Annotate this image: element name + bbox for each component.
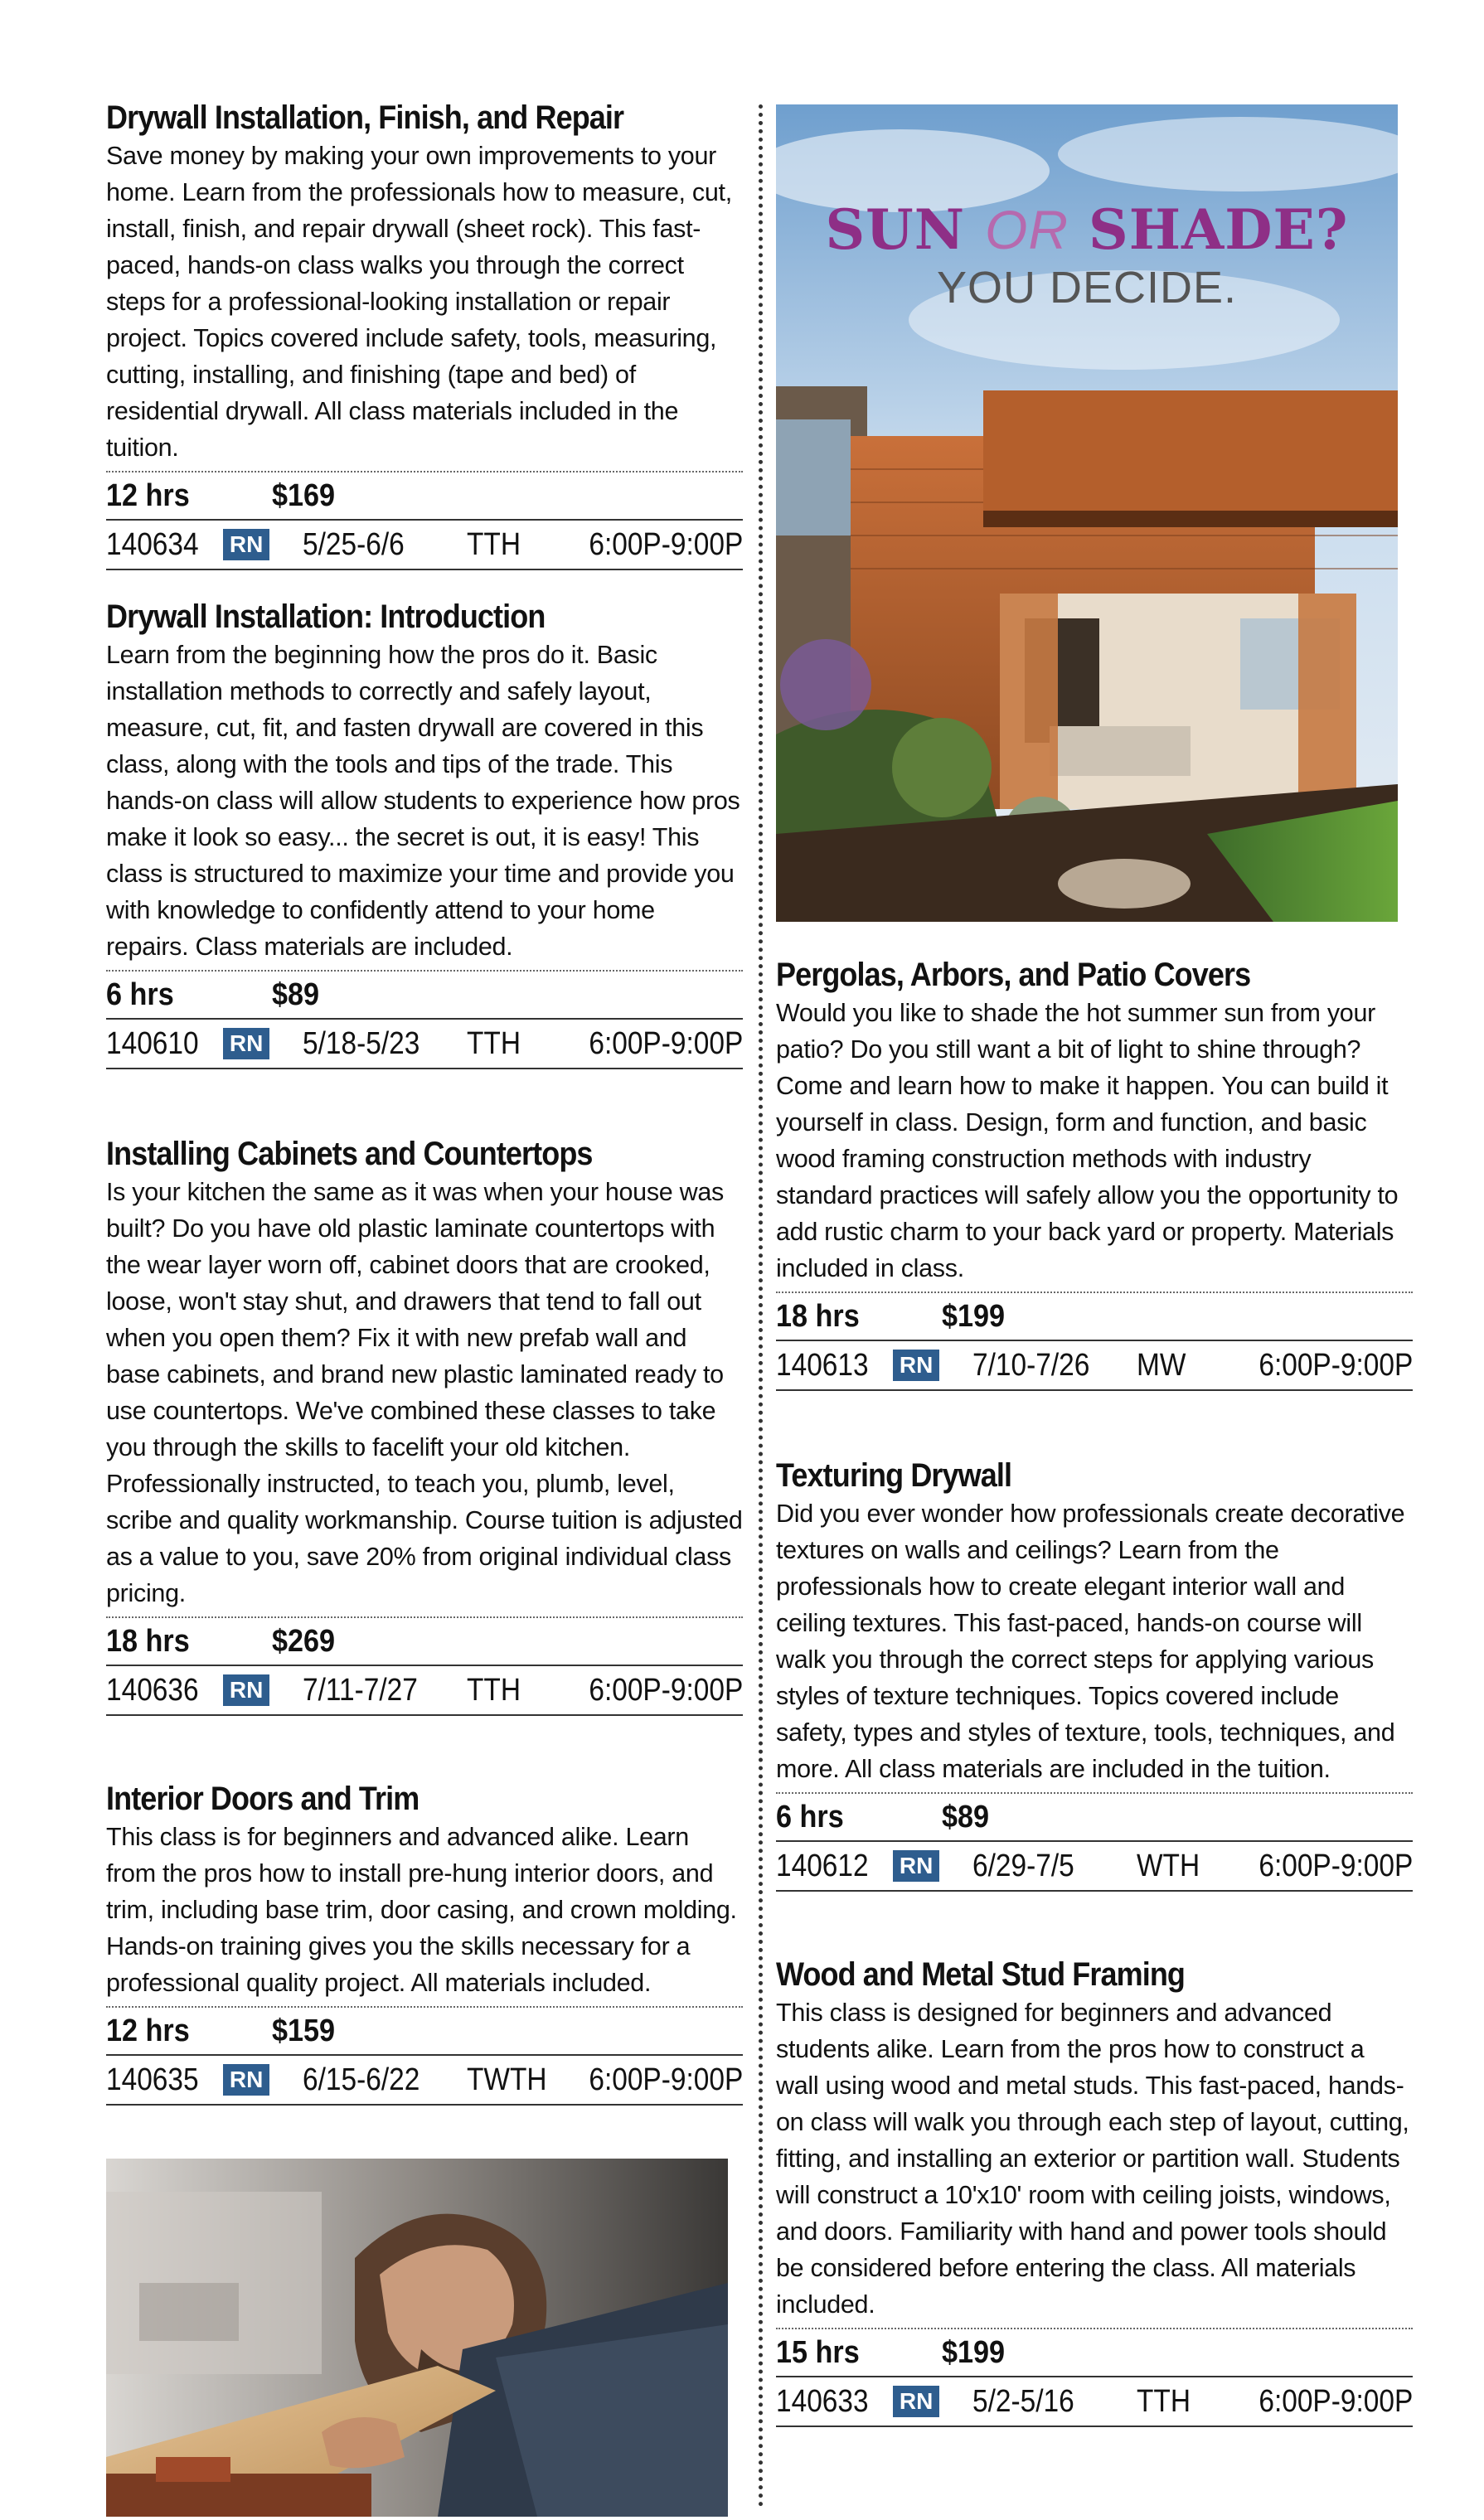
course-code: 140634 xyxy=(106,526,199,562)
course-dates: 7/10-7/26 xyxy=(972,1347,1090,1383)
course-code: 140612 xyxy=(776,1848,869,1883)
course-code: 140610 xyxy=(106,1025,199,1061)
course-meta xyxy=(106,2006,743,2106)
course-days: WTH xyxy=(1136,1848,1200,1883)
course-hours: 12 hrs xyxy=(106,2013,190,2048)
course-dates: 5/2-5/16 xyxy=(972,2383,1075,2419)
course-dates: 6/29-7/5 xyxy=(972,1848,1075,1883)
course-drywall-finish-repair xyxy=(106,98,743,570)
course-dates: 6/15-6/22 xyxy=(303,2062,420,2097)
course-meta xyxy=(106,471,743,570)
course-time: 6:00P-9:00P xyxy=(1258,1848,1413,1883)
column-divider xyxy=(759,104,763,2508)
course-cabinets-countertops xyxy=(106,1134,743,1716)
promo-headline-shade: SHADE? xyxy=(1089,197,1349,262)
rn-badge: RN xyxy=(223,1028,269,1059)
course-hours: 15 hrs xyxy=(776,2334,860,2370)
course-meta xyxy=(776,1292,1413,1391)
course-price: $269 xyxy=(272,1623,336,1659)
rn-badge: RN xyxy=(223,2064,269,2096)
course-description: Is your kitchen the same as it was when your house was built? Do you have old plastic laminate countertops with the wear layer worn off, cabinet doors that are crooked, loose, won't stay shut, and drawers that tend to fall out when you open them? Fix it with new prefab wall and base cabinets, and brand new plastic laminated ready to use countertops. We've combined these classes to take you through the skills to facelift your old kitchen. Professionally instructed, to teach you, plumb, level, scribe and quality workmanship. Course tuition is adjusted as a value to you, save 20% from original individual class pricing. xyxy=(106,1178,743,1607)
promo-subline: YOU DECIDE. xyxy=(936,263,1238,313)
course-title: Drywall Installation: Introduction xyxy=(106,598,546,635)
rn-badge: RN xyxy=(223,1674,269,1706)
course-price: $199 xyxy=(942,2334,1006,2370)
course-days: MW xyxy=(1136,1347,1186,1383)
course-hours: 18 hrs xyxy=(106,1623,190,1659)
course-dates: 5/25-6/6 xyxy=(303,526,405,562)
course-description: Save money by making your own improvements to your home. Learn from the professionals how to measure, cut, install, finish, and repair drywall (sheet rock). This fast-paced, hands-on class walks you through the correct steps for a professional-looking installation or repair project. Topics covered include safety, tools, measuring, cutting, installing, and finishing (tape and bed) of residential drywall. All class materials included in the tuition. xyxy=(106,142,732,462)
course-meta xyxy=(776,2328,1413,2427)
course-hours: 18 hrs xyxy=(776,1298,860,1334)
course-title: Pergolas, Arbors, and Patio Covers xyxy=(776,957,1251,993)
course-description: This class is designed for beginners and advanced students alike. Learn from the pros how to construct a wall using wood and metal studs. This fast-paced, hands-on class will walk you through each step of layout, cutting, fitting, and installing an exterior or partition wall. Students will construct a 10'x10' room with ceiling joists, windows, and doors. Familiarity with hand and power tools should be considered before entering the class. All materials included. xyxy=(776,1999,1409,2319)
course-title: Wood and Metal Stud Framing xyxy=(776,1956,1186,1993)
course-title: Installing Cabinets and Countertops xyxy=(106,1136,593,1172)
course-hours: 6 hrs xyxy=(776,1799,844,1834)
course-meta xyxy=(106,1616,743,1716)
course-description: Would you like to shade the hot summer sun from your patio? Do you still want a bit of light to shine through? Come and learn how to make it happen. You can build it yourself in class. Design, form and function, and basic wood framing construction methods with industry standard practices will safely allow you the opportunity to add rustic charm to your back yard or property. Materials included in class. xyxy=(776,999,1399,1282)
course-dates: 5/18-5/23 xyxy=(303,1025,420,1061)
course-description: Learn from the beginning how the pros do it. Basic installation methods to correctly and safely layout, measure, cut, fit, and fasten drywall are covered in this class, along with the tools and tips of the trade. This hands-on class will allow students to experience how pros make it look so easy... the secret is out, it is easy! This class is structured to maximize your time and provide you with knowledge to confidently attend to your home repairs. Class materials are included. xyxy=(106,641,740,961)
course-code: 140633 xyxy=(776,2383,869,2419)
course-time: 6:00P-9:00P xyxy=(589,526,743,562)
promo-text xyxy=(776,197,1398,313)
course-title: Interior Doors and Trim xyxy=(106,1781,419,1817)
course-price: $199 xyxy=(942,1298,1006,1334)
course-time: 6:00P-9:00P xyxy=(589,2062,743,2097)
sun-or-shade-promo xyxy=(776,104,1398,922)
course-days: TWTH xyxy=(466,2062,547,2097)
course-wood-metal-stud-framing xyxy=(776,1955,1413,2427)
course-meta xyxy=(106,970,743,1069)
rn-badge: RN xyxy=(223,529,269,560)
course-description: This class is for beginners and advanced alike. Learn from the pros how to install pre-hung interior doors, and trim, including base trim, door casing, and crown molding. Hands-on training gives you the skills necessary for a professional quality project. All materials included. xyxy=(106,1823,737,1997)
course-price: $169 xyxy=(272,477,336,513)
course-price: $89 xyxy=(942,1799,990,1834)
course-title: Drywall Installation, Finish, and Repair xyxy=(106,99,624,136)
course-texturing-drywall xyxy=(776,1456,1413,1892)
course-time: 6:00P-9:00P xyxy=(1258,1347,1413,1383)
course-price: $89 xyxy=(272,976,320,1012)
course-price: $159 xyxy=(272,2013,336,2048)
rn-badge: RN xyxy=(893,2386,939,2417)
promo-headline-or: OR xyxy=(985,199,1069,260)
rn-badge: RN xyxy=(893,1850,939,1882)
course-code: 140613 xyxy=(776,1347,869,1383)
course-hours: 6 hrs xyxy=(106,976,174,1012)
course-title: Texturing Drywall xyxy=(776,1457,1012,1494)
course-drywall-introduction xyxy=(106,597,743,1069)
course-meta xyxy=(776,1792,1413,1892)
course-days: TTH xyxy=(466,526,521,562)
carpenter-photo xyxy=(106,2159,728,2517)
course-time: 6:00P-9:00P xyxy=(589,1025,743,1061)
course-days: TTH xyxy=(466,1672,521,1708)
course-interior-doors-trim xyxy=(106,1779,743,2106)
course-code: 140635 xyxy=(106,2062,199,2097)
rn-badge: RN xyxy=(893,1350,939,1381)
course-description: Did you ever wonder how professionals create decorative textures on walls and ceilings? Learn from the professionals how to create elegant interior wall and ceiling textures. This fast-paced, hands-on course will walk you through the correct steps for applying various styles of texture techniques. Topics covered include safety, types and styles of texture, tools, techniques, and more. All class materials are included in the tuition. xyxy=(776,1500,1405,1783)
course-dates: 7/11-7/27 xyxy=(303,1672,419,1708)
course-code: 140636 xyxy=(106,1672,199,1708)
course-days: TTH xyxy=(1136,2383,1191,2419)
course-time: 6:00P-9:00P xyxy=(589,1672,743,1708)
promo-headline-sun: SUN xyxy=(825,197,966,262)
course-time: 6:00P-9:00P xyxy=(1258,2383,1413,2419)
course-days: TTH xyxy=(466,1025,521,1061)
course-hours: 12 hrs xyxy=(106,477,190,513)
course-pergolas-arbors xyxy=(776,955,1413,1391)
